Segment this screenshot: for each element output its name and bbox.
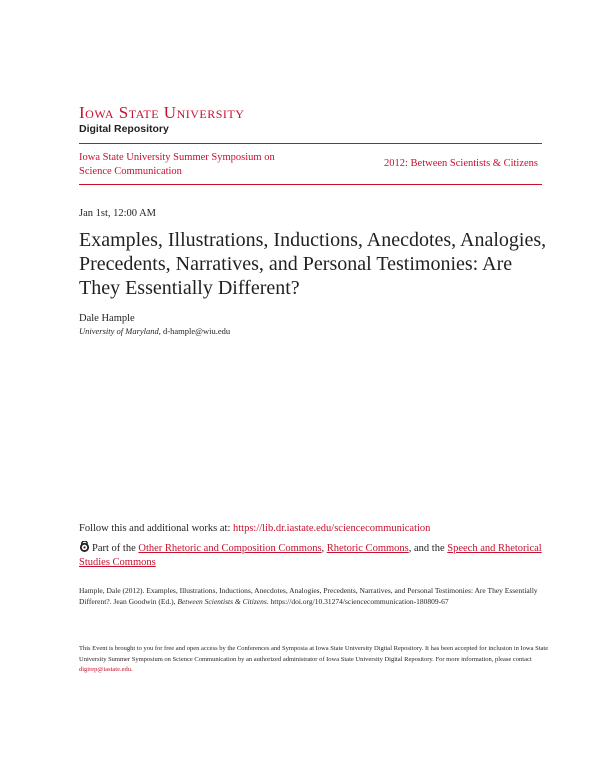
university-name: Iowa State University [79, 103, 245, 122]
commons-link-other-rhetoric[interactable]: Other Rhetoric and Composition Commons [138, 543, 322, 554]
author-affiliation [79, 326, 230, 337]
follow-text: Follow this and additional works at: [79, 523, 233, 534]
repository-name: Digital Repository [79, 123, 169, 135]
open-access-icon [79, 541, 90, 552]
header-rule-bottom [79, 184, 542, 185]
volume-link[interactable]: 2012: Between Scientists & Citizens [384, 158, 538, 169]
commons-separator-2: , and the [408, 543, 448, 554]
commons-link-speech-rhetorical[interactable]: Speech and Rhetorical Studies Commons [79, 543, 542, 568]
part-of-text: Part of the [92, 543, 139, 554]
affiliation-email: , d-hample@wiu.edu [158, 326, 231, 336]
author-name: Dale Hample [79, 313, 135, 324]
citation-doi: . https://doi.org/10.31274/sciencecommunication-180809-67 [266, 597, 449, 606]
notice-end: . [131, 666, 133, 673]
part-of-line [79, 541, 549, 570]
commons-separator-1: , [321, 543, 327, 554]
repository-notice [79, 644, 549, 676]
citation-block [79, 585, 549, 607]
follow-url-link[interactable]: https://lib.dr.iastate.edu/sciencecommunication [233, 523, 431, 534]
affiliation-institution: University of Maryland [79, 326, 159, 336]
header-rule-top [79, 143, 542, 144]
paper-title: Examples, Illustrations, Inductions, Anecdotes, Analogies, Precedents, Narratives, and Personal Testimonies: Are They Essentially Different? [79, 229, 547, 299]
follow-line [79, 522, 430, 535]
contact-email-link[interactable]: digirep@iastate.edu [79, 666, 132, 673]
citation-book: Between Scientists & Citizens [177, 597, 267, 606]
series-link[interactable]: Iowa State University Summer Symposium on Science Communication [79, 152, 275, 177]
notice-text: This Event is brought to you for free and open access by the Conferences and Symposia at Iowa State University Digital Repository. It has been accepted for inclusion in Iowa State University Summer Symposium on Science Communication by an authorized administrator of Iowa State University Digital Repository. For more information, please contact [79, 645, 549, 663]
commons-link-rhetoric[interactable]: Rhetoric Commons [326, 543, 409, 554]
event-date: Jan 1st, 12:00 AM [79, 208, 157, 219]
citation-text: Hample, Dale (2012). Examples, Illustrations, Inductions, Anecdotes, Analogies, Precedents, Narratives, and Personal Testimonies: Are They Essentially Different?. Jean Goodwin (Ed.), [79, 586, 538, 606]
university-logo[interactable] [79, 104, 244, 122]
